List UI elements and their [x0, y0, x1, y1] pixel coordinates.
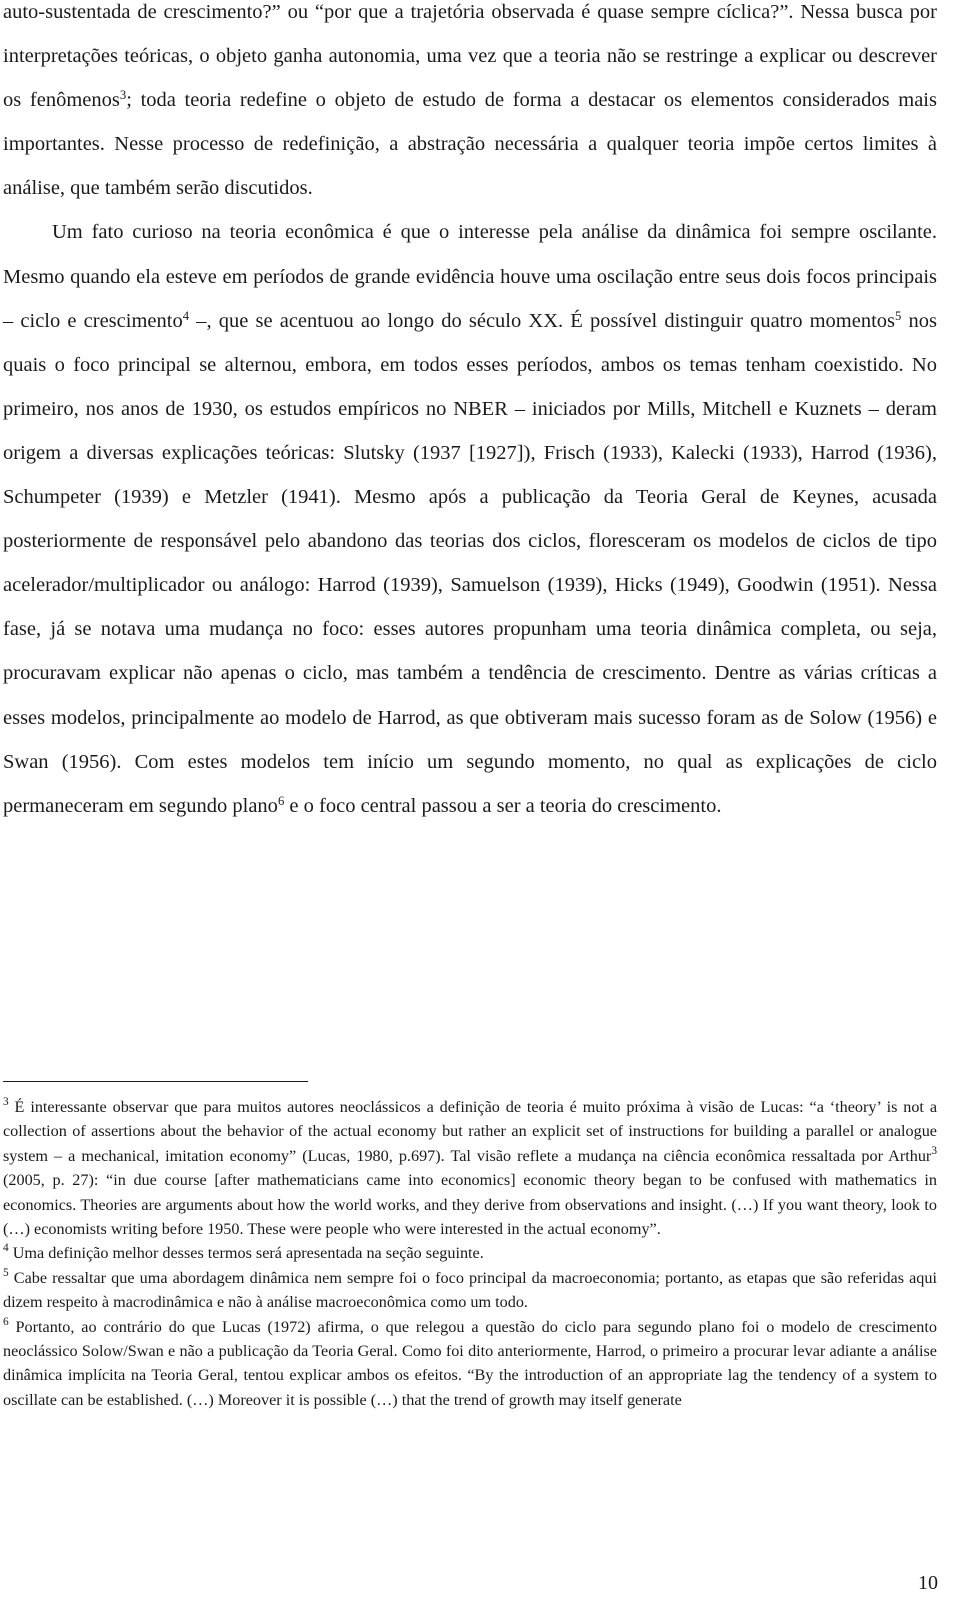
footnote-3-text-1: É interessante observar que para muitos autores neoclássicos a definição de teoria é muito próxima à visão de Lucas: “a ‘theory’ is not a collection of assertions about the behavior of the actual economy but rather an explicit set of instructions for building a parallel or analogue system – a mechanical, imitation economy” (Lucas, 1980, p.697). Tal visão reflete a mudança na ciência econômica ressaltada por Arthur — [3, 1098, 937, 1165]
footnote-6 — [3, 1315, 937, 1413]
footnote-5-mark: 5 — [3, 1267, 9, 1280]
paragraph-2-text-3: nos quais o foco principal se alternou, embora, em todos esses períodos, ambos os temas tenham coexistido. No primeiro, nos anos de 1930, os estudos empíricos no NBER – iniciados por Mills, Mitchell e Kuznets – deram origem a diversas explicações teóricas: Slutsky (1937 [1927]), Frisch (1933), Kalecki (1933), Harrod (1936), Schumpeter (1939) e Metzler (1941). Mesmo após a publicação da Teoria Geral de Keynes, acusada posteriormente de responsável pelo abandono das teorias dos ciclos, floresceram os modelos de ciclos de tipo acelerador/multiplicador ou análogo: Harrod (1939), Samuelson (1939), Hicks (1949), Goodwin (1951). Nessa fase, já se notava uma mudança no foco: esses autores propunham uma teoria dinâmica completa, ou seja, procuravam explicar não apenas o ciclo, mas também a tendência de crescimento. Dentre as várias críticas a esses modelos, principalmente ao modelo de Harrod, as que obtiveram mais sucesso foram as de Solow (1956) e Swan (1956). Com estes modelos tem início um segundo momento, no qual as explicações de ciclo permaneceram em segundo plano — [3, 309, 938, 817]
paragraph-2-text-2: –, que se acentuou ao longo do século XX. É possível distinguir quatro momentos — [189, 309, 896, 332]
paragraph-2-text-1: Um fato curioso na teoria econômica é que o interesse pela análise da dinâmica foi sempre oscilante. Mesmo quando ela esteve em períodos de grande evidência houve uma oscilação entre seus dois focos principais – ciclo e crescimento — [3, 221, 937, 332]
paragraph-1 — [3, 0, 937, 210]
footnote-4 — [3, 1241, 937, 1265]
footnote-ref-5[interactable]: 5 — [895, 308, 902, 323]
paragraph-2 — [3, 210, 937, 827]
footnote-ref-4[interactable]: 4 — [182, 308, 190, 323]
footnote-3-mark: 3 — [3, 1096, 9, 1109]
footnote-3-text-2: (2005, p. 27): “in due course [after mathematicians came into economics] economic theory began to be confused with mathematics in economics. Theories are arguments about how the world works, and they derive from observations and insight. (…) If you want theory, look to (…) economists writing before 1950. These were people who were interested in the actual economy”. — [3, 1171, 937, 1239]
footnote-6-mark: 6 — [3, 1315, 9, 1328]
paragraph-1-text-1: auto-sustentada de crescimento?” ou “por que a trajetória observada é quase sempre cíclica?”. Nessa busca por interpretações teóricas, o objeto ganha autonomia, uma vez que a teoria não se restringe a explicar ou descrever os fenômenos — [3, 1, 937, 112]
footnote-ref-3[interactable]: 3 — [119, 88, 127, 103]
footnote-4-mark: 4 — [3, 1242, 9, 1255]
body-text — [3, 0, 937, 828]
footnote-5-text: Cabe ressaltar que uma abordagem dinâmica nem sempre foi o foco principal da macroeconomia; portanto, as etapas que são referidas aqui dizem respeito à macrodinâmica e não à análise macroeconômica como um todo. — [3, 1268, 937, 1312]
footnote-separator — [3, 1081, 308, 1082]
footnote-3-inner-ref: 3 — [931, 1145, 937, 1158]
footnote-6-text: Portanto, ao contrário do que Lucas (1972) afirma, o que relegou a questão do ciclo para segundo plano foi o modelo de crescimento neoclássico Solow/Swan e não a publicação da Teoria Geral. Como foi dito anteriormente, Harrod, o primeiro a procurar levar adiante a análise dinâmica implícita na Teoria Geral, tentou explicar ambos os efeitos. “By the introduction of an appropriate lag the tendency of a system to oscillate can be established. (…) Moreover it is possible (…) that the trend of growth may itself generate — [3, 1317, 937, 1409]
footnote-3 — [3, 1095, 937, 1241]
footnote-4-text: Uma definição melhor desses termos será apresentada na seção seguinte. — [8, 1244, 484, 1263]
page-number: 10 — [918, 1572, 938, 1594]
footnote-5 — [3, 1266, 937, 1315]
paragraph-1-text-2: ; toda teoria redefine o objeto de estudo de forma a destacar os elementos considerados mais importantes. Nesse processo de redefinição, a abstração necessária a qualquer teoria impõe certos limites à análise, que também serão discutidos. — [3, 89, 937, 200]
footnote-ref-6[interactable]: 6 — [277, 793, 285, 808]
footnotes — [3, 1095, 937, 1412]
paragraph-2-text-4: e o foco central passou a ser a teoria do crescimento. — [284, 794, 722, 817]
